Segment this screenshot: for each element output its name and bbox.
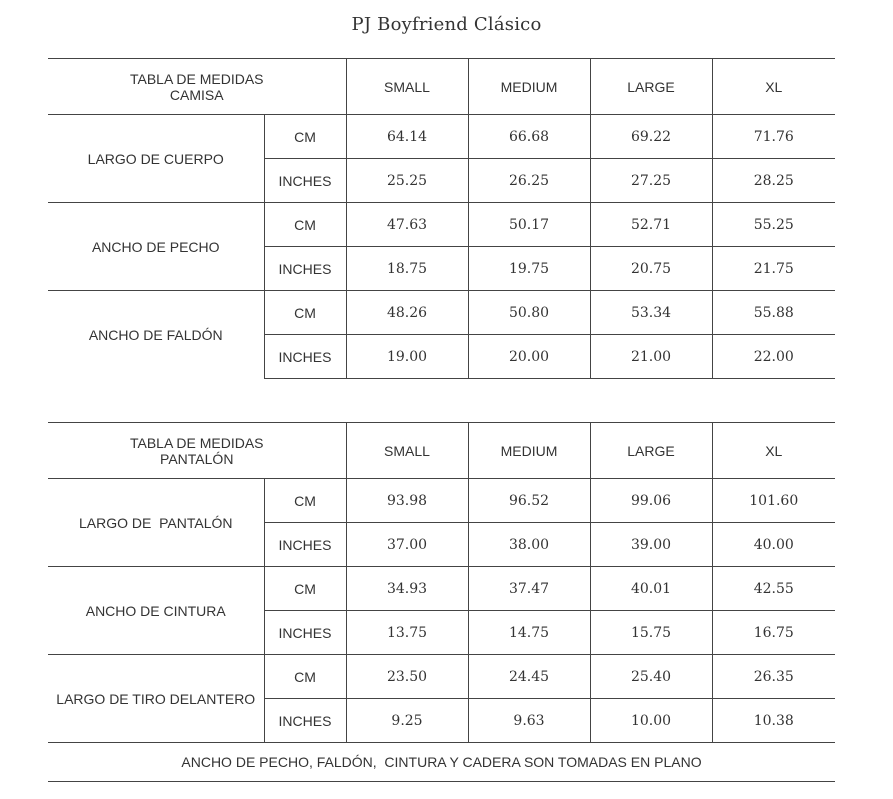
size-header-small: SMALL bbox=[346, 423, 468, 479]
footnote: ANCHO DE PECHO, FALDÓN, CINTURA Y CADERA SON TOMADAS EN PLANO bbox=[48, 742, 835, 782]
value-cell: 10.38 bbox=[712, 699, 835, 743]
value-cell: 26.25 bbox=[468, 159, 590, 203]
value-cell: 9.63 bbox=[468, 699, 590, 743]
unit-label: INCHES bbox=[264, 523, 346, 567]
table-title-cell bbox=[48, 59, 346, 115]
value-cell: 21.00 bbox=[590, 335, 712, 379]
size-header-xl: XL bbox=[712, 59, 835, 115]
unit-label: CM bbox=[264, 291, 346, 335]
table-row bbox=[48, 567, 835, 611]
measure-label: LARGO DE PANTALÓN bbox=[48, 479, 264, 567]
unit-label: INCHES bbox=[264, 611, 346, 655]
size-header-large: LARGE bbox=[590, 423, 712, 479]
size-header-medium: MEDIUM bbox=[468, 423, 590, 479]
table-title-line: PANTALÓN bbox=[160, 450, 234, 467]
pants-size-table bbox=[48, 422, 835, 743]
value-cell: 20.75 bbox=[590, 247, 712, 291]
value-cell: 20.00 bbox=[468, 335, 590, 379]
value-cell: 21.75 bbox=[712, 247, 835, 291]
table-row bbox=[48, 655, 835, 699]
value-cell: 52.71 bbox=[590, 203, 712, 247]
unit-label: CM bbox=[264, 655, 346, 699]
value-cell: 66.68 bbox=[468, 115, 590, 159]
measure-label: ANCHO DE PECHO bbox=[48, 203, 264, 291]
value-cell: 34.93 bbox=[346, 567, 468, 611]
size-header-large: LARGE bbox=[590, 59, 712, 115]
value-cell: 99.06 bbox=[590, 479, 712, 523]
table-row bbox=[48, 203, 835, 247]
measure-label: ANCHO DE FALDÓN bbox=[48, 291, 264, 379]
unit-label: CM bbox=[264, 567, 346, 611]
value-cell: 23.50 bbox=[346, 655, 468, 699]
value-cell: 39.00 bbox=[590, 523, 712, 567]
value-cell: 101.60 bbox=[712, 479, 835, 523]
value-cell: 40.00 bbox=[712, 523, 835, 567]
value-cell: 26.35 bbox=[712, 655, 835, 699]
value-cell: 18.75 bbox=[346, 247, 468, 291]
value-cell: 42.55 bbox=[712, 567, 835, 611]
value-cell: 50.80 bbox=[468, 291, 590, 335]
value-cell: 16.75 bbox=[712, 611, 835, 655]
value-cell: 9.25 bbox=[346, 699, 468, 743]
value-cell: 48.26 bbox=[346, 291, 468, 335]
value-cell: 37.00 bbox=[346, 523, 468, 567]
size-header-medium: MEDIUM bbox=[468, 59, 590, 115]
table-title-line: TABLA DE MEDIDAS bbox=[129, 70, 264, 87]
table-header-row bbox=[48, 59, 835, 115]
unit-label: INCHES bbox=[264, 699, 346, 743]
value-cell: 71.76 bbox=[712, 115, 835, 159]
unit-label: INCHES bbox=[264, 159, 346, 203]
value-cell: 22.00 bbox=[712, 335, 835, 379]
value-cell: 25.25 bbox=[346, 159, 468, 203]
value-cell: 24.45 bbox=[468, 655, 590, 699]
value-cell: 14.75 bbox=[468, 611, 590, 655]
value-cell: 19.75 bbox=[468, 247, 590, 291]
unit-label: CM bbox=[264, 115, 346, 159]
page-title: PJ Boyfriend Clásico bbox=[351, 14, 542, 35]
value-cell: 10.00 bbox=[590, 699, 712, 743]
value-cell: 25.40 bbox=[590, 655, 712, 699]
table-title-line: TABLA DE MEDIDAS bbox=[129, 434, 264, 451]
value-cell: 55.25 bbox=[712, 203, 835, 247]
measure-label: ANCHO DE CINTURA bbox=[48, 567, 264, 655]
measure-label: LARGO DE TIRO DELANTERO bbox=[48, 655, 264, 743]
unit-label: INCHES bbox=[264, 247, 346, 291]
size-header-small: SMALL bbox=[346, 59, 468, 115]
table-title-line: CAMISA bbox=[169, 86, 224, 103]
unit-label: CM bbox=[264, 479, 346, 523]
value-cell: 55.88 bbox=[712, 291, 835, 335]
value-cell: 47.63 bbox=[346, 203, 468, 247]
unit-label: CM bbox=[264, 203, 346, 247]
table-row bbox=[48, 115, 835, 159]
size-header-xl: XL bbox=[712, 423, 835, 479]
value-cell: 19.00 bbox=[346, 335, 468, 379]
value-cell: 37.47 bbox=[468, 567, 590, 611]
value-cell: 69.22 bbox=[590, 115, 712, 159]
value-cell: 27.25 bbox=[590, 159, 712, 203]
table-row bbox=[48, 291, 835, 335]
measure-label: LARGO DE CUERPO bbox=[48, 115, 264, 203]
table-header-row bbox=[48, 423, 835, 479]
value-cell: 93.98 bbox=[346, 479, 468, 523]
value-cell: 64.14 bbox=[346, 115, 468, 159]
value-cell: 38.00 bbox=[468, 523, 590, 567]
shirt-size-table bbox=[48, 58, 835, 379]
value-cell: 53.34 bbox=[590, 291, 712, 335]
table-title-cell bbox=[48, 423, 346, 479]
unit-label: INCHES bbox=[264, 335, 346, 379]
value-cell: 13.75 bbox=[346, 611, 468, 655]
value-cell: 28.25 bbox=[712, 159, 835, 203]
value-cell: 40.01 bbox=[590, 567, 712, 611]
value-cell: 96.52 bbox=[468, 479, 590, 523]
value-cell: 50.17 bbox=[468, 203, 590, 247]
value-cell: 15.75 bbox=[590, 611, 712, 655]
table-row bbox=[48, 479, 835, 523]
